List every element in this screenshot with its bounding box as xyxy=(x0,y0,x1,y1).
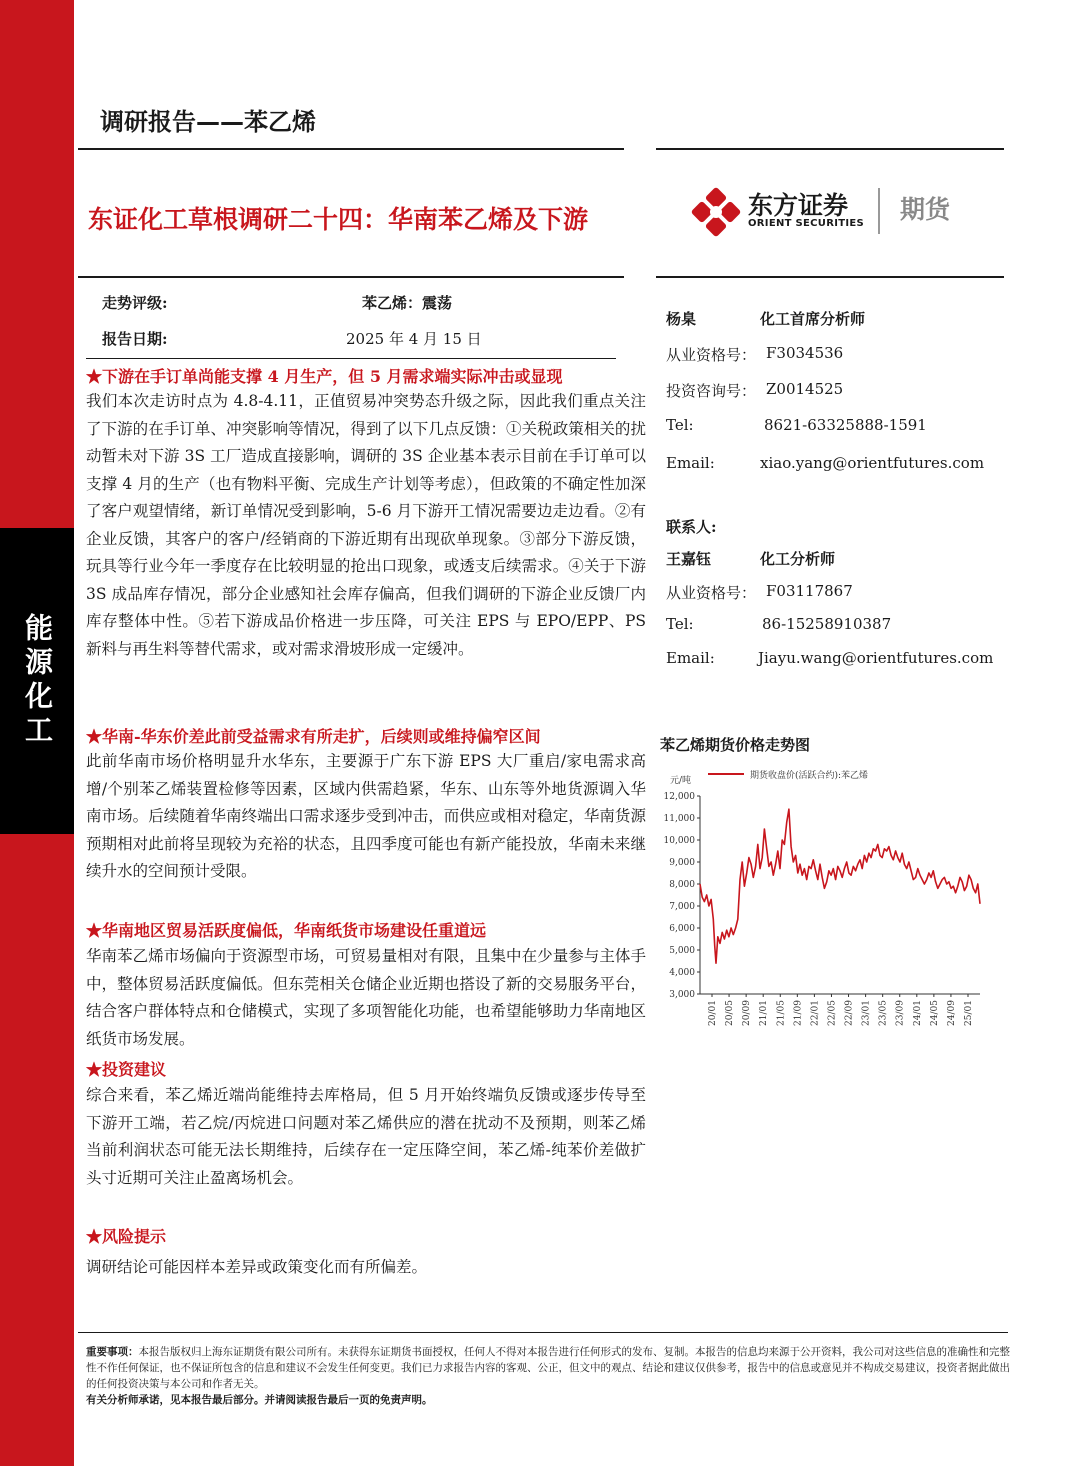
analyst-tel: 8621-63325888-1591 xyxy=(764,416,927,434)
contact-email[interactable]: Jiayu.wang@orientfutures.com xyxy=(758,649,994,667)
y-tick-label: 8,000 xyxy=(669,880,695,890)
logo-name-en: ORIENT SECURITIES xyxy=(748,218,865,229)
x-tick-label: 21/05 xyxy=(776,1000,787,1026)
section-body: 调研结论可能因样本差异或政策变化而有所偏差。 xyxy=(86,1258,428,1276)
chart-title: 苯乙烯期货价格走势图 xyxy=(660,736,811,754)
section-body: 我们本次走访时点为 4.8-4.11，正值贸易冲突势态升级之际，因此我们重点关注了下游的在手订单、冲突影响等情况，得到了以下几点反馈：①关税政策相关的扰动暂未对下游 3S 工厂造成直接影响，调研的 3S 企业基本表示目前在手订单可以支撑 4 月的生产（也有物料平衡、完成生产计划等考虑），但政策的不确定性加深了客户观望情绪，新订单情况受到影响，5-6 月下游开工情况需要边走边看。②有企业反馈，其客户的客户/经销商的下游近期有出现砍单现象。③部分下游反馈，玩具等行业今年一季度存在比较明显的抢出口现象，或透支后续需求。④关于下游 3S 成品库存情况，部分企业感知社会库存偏高，但我们调研的下游企业反馈厂内库存整体中性。⑤若下游成品价格进一步压降，可关注 EPS 与 EPO/EPP、PS 新料与再生料等替代需求，或对需求滑坡形成一定缓冲。 xyxy=(86,392,646,658)
x-tick-label: 23/09 xyxy=(895,1000,906,1026)
rating-value: 苯乙烯：震荡 xyxy=(362,294,453,312)
contact-tel-label: Tel: xyxy=(666,615,694,633)
report-date-value: 2025 年 4 月 15 日 xyxy=(346,330,482,348)
orient-logo-icon xyxy=(690,186,742,238)
x-tick-label: 20/01 xyxy=(708,1000,718,1026)
series-line xyxy=(700,809,980,963)
report-date-label: 报告日期: xyxy=(102,330,168,348)
y-tick-label: 5,000 xyxy=(669,946,695,956)
side-tab-label: 能源化工 xyxy=(21,613,54,749)
x-tick-label: 24/05 xyxy=(929,1000,940,1026)
section-body: 此前华南市场价格明显升水华东，主要源于广东下游 EPS 大厂重启/家电需求高增/个别苯乙烯装置检修等因素，区域内供需趋紧，华东、山东等外地货源调入华南市场。后续随着华南终端出口需求逐步受到冲击，而供应或相对稳定，华南货源预期相对此前将呈现较为充裕的状态，且四季度可能也有新产能投放，华南未来继续升水的空间预计受限。 xyxy=(86,752,646,880)
y-tick-label: 4,000 xyxy=(669,968,695,978)
x-tick-label: 20/05 xyxy=(725,1000,736,1026)
y-tick-label: 11,000 xyxy=(663,814,695,824)
contact-heading: 联系人: xyxy=(666,518,717,536)
header-rule-right xyxy=(656,148,1004,150)
x-tick-label: 21/09 xyxy=(793,1000,804,1026)
section-heading: ★风险提示 xyxy=(86,1227,167,1246)
company-logo xyxy=(690,186,990,238)
analyst-email[interactable]: xiao.yang@orientfutures.com xyxy=(760,454,985,472)
contact-title: 化工分析师 xyxy=(760,550,836,568)
y-tick-label: 10,000 xyxy=(663,836,695,846)
analyst-cert-label: 从业资格号： xyxy=(666,346,757,364)
rating-label: 走势评级: xyxy=(102,294,168,312)
y-tick-label: 12,000 xyxy=(663,792,695,802)
y-tick-label: 3,000 xyxy=(669,990,695,1000)
section-body: 华南苯乙烯市场偏向于资源型市场，可贸易量相对有限，且集中在少量参与主体手中，整体贸易活跃度偏低。但东莞相关仓储企业近期也搭设了新的交易服务平台，结合客户群体特点和仓储模式，实现了多项智能化功能，也希望能够助力华南地区纸货市场发展。 xyxy=(86,947,646,1048)
y-axis-unit: 元/吨 xyxy=(670,776,692,786)
contact-tel: 86-15258910387 xyxy=(762,615,892,633)
disclaimer-notice xyxy=(86,1344,1016,1408)
x-tick-label: 25/01 xyxy=(964,1000,974,1026)
notice-footer: 有关分析师承诺，见本报告最后部分。并请阅读报告最后一页的免责声明。 xyxy=(86,1394,433,1406)
analyst-name: 杨臬 xyxy=(666,310,697,328)
notice-rule xyxy=(78,1332,1008,1333)
notice-heading: 重要事项： xyxy=(86,1346,139,1358)
x-tick-label: 21/01 xyxy=(759,1000,770,1026)
contact-cert-label: 从业资格号： xyxy=(666,584,757,602)
analyst-title: 化工首席分析师 xyxy=(760,310,866,328)
analyst-tel-label: Tel: xyxy=(666,416,694,434)
y-tick-label: 6,000 xyxy=(669,924,695,934)
logo-name-cn: 东方证券 xyxy=(748,191,849,220)
x-tick-label: 20/09 xyxy=(742,1000,753,1026)
section-heading: ★下游在手订单尚能支撑 4 月生产，但 5 月需求端实际冲击或显现 xyxy=(86,367,563,386)
doc-type-title: 调研报告——苯乙烯 xyxy=(100,108,316,136)
analyst-email-label: Email: xyxy=(666,454,715,472)
y-tick-label: 9,000 xyxy=(669,858,695,868)
y-tick-label: 7,000 xyxy=(669,902,695,912)
analyst-consult: Z0014525 xyxy=(766,380,844,398)
page-title: 东证化工草根调研二十四：华南苯乙烯及下游 xyxy=(88,205,589,234)
title-rule-left xyxy=(78,276,624,278)
contact-name: 王嘉钰 xyxy=(666,550,712,568)
title-rule-right xyxy=(656,276,1004,278)
section-heading: ★华南-华东价差此前受益需求有所走扩，后续则或维持偏窄区间 xyxy=(86,727,541,746)
analyst-consult-label: 投资咨询号： xyxy=(666,382,757,400)
x-tick-label: 22/09 xyxy=(844,1000,855,1026)
logo-divider xyxy=(878,188,880,234)
meta-rule xyxy=(86,358,616,359)
section-side-tab xyxy=(0,528,74,834)
price-chart xyxy=(660,762,1000,1052)
header-rule-left xyxy=(78,148,624,150)
logo-division: 期货 xyxy=(900,195,951,224)
analyst-cert: F3034536 xyxy=(766,344,844,362)
section-heading: ★华南地区贸易活跃度偏低，华南纸货市场建设任重道远 xyxy=(86,921,487,940)
x-tick-label: 23/01 xyxy=(861,1000,872,1026)
section-body: 综合来看，苯乙烯近端尚能维持去库格局，但 5 月开始终端负反馈或逐步传导至下游开工端，若乙烷/丙烷进口问题对苯乙烯供应的潜在扰动不及预期，则苯乙烯当前利润状态可能无法长期维持，后续存在一定压降空间，苯乙烯-纯苯价差做扩头寸近期可关注止盈离场机会。 xyxy=(86,1086,646,1187)
x-tick-label: 24/01 xyxy=(912,1000,923,1026)
notice-text: 本报告版权归上海东证期货有限公司所有。未获得东证期货书面授权，任何人不得对本报告进行任何形式的发布、复制。本报告的信息均来源于公开资料，我公司对这些信息的准确性和完整性不作任何保证，也不保证所包含的信息和建议不会发生任何变更。我们已力求报告内容的客观、公正，但文中的观点、结论和建议仅供参考，报告中的信息或意见并不构成交易建议，投资者据此做出的任何投资决策与本公司和作者无关。 xyxy=(86,1346,1010,1390)
legend-label: 期货收盘价(活跃合约):苯乙烯 xyxy=(750,771,869,781)
section-heading: ★投资建议 xyxy=(86,1060,167,1079)
contact-email-label: Email: xyxy=(666,649,715,667)
x-tick-label: 22/05 xyxy=(827,1000,838,1026)
x-tick-label: 22/01 xyxy=(810,1000,821,1026)
x-tick-label: 24/09 xyxy=(946,1000,957,1026)
contact-cert: F03117867 xyxy=(766,582,853,600)
x-tick-label: 23/05 xyxy=(878,1000,889,1026)
